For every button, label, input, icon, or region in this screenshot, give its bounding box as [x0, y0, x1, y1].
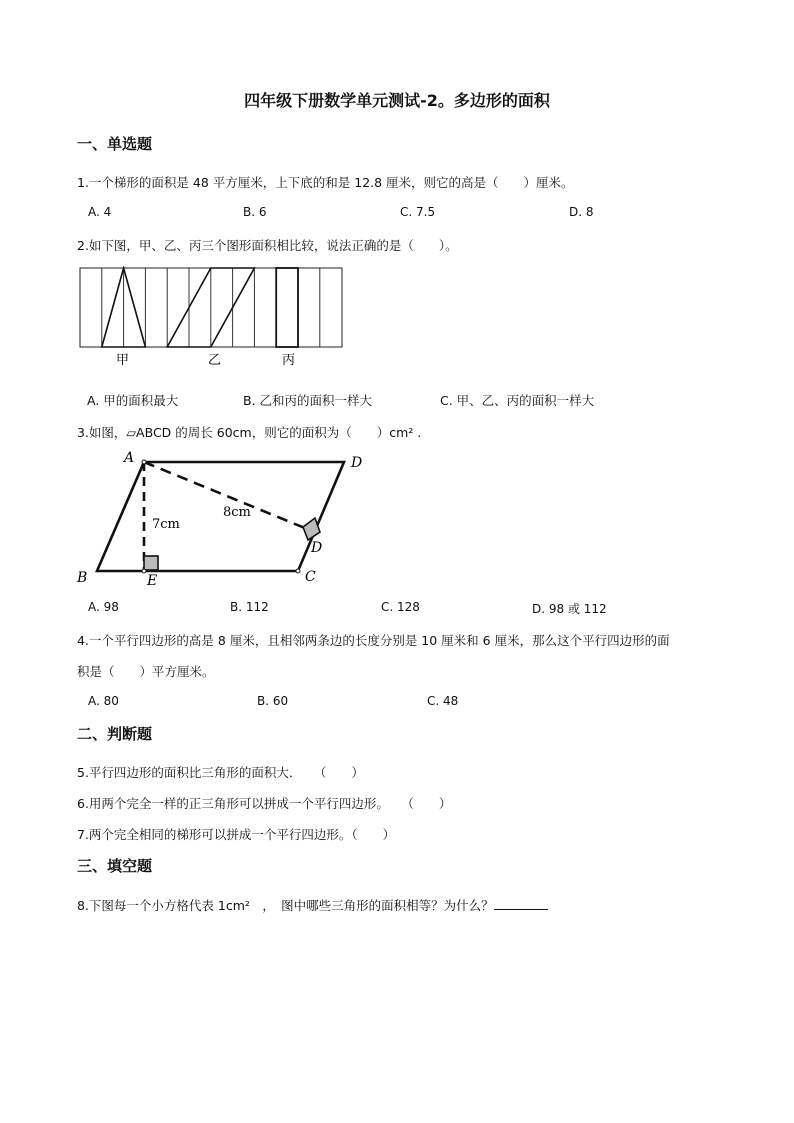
question-4-option-c[interactable]: C. 48 — [427, 694, 459, 708]
question-1-option-d[interactable]: D. 8 — [569, 205, 594, 219]
answer-blank[interactable] — [494, 897, 548, 910]
label-jia: 甲 — [116, 353, 130, 368]
question-4-option-a[interactable]: A. 80 — [88, 694, 119, 708]
question-1-option-b[interactable]: B. 6 — [243, 205, 267, 219]
point-e — [142, 569, 146, 573]
label-d-foot: D — [311, 540, 323, 556]
question-2-option-c[interactable]: C. 甲、乙、丙的面积一样大 — [440, 393, 595, 408]
label-b: B — [77, 570, 88, 586]
question-7-text: 7.两个完全相同的梯形可以拼成一个平行四边形。（ ） — [77, 827, 396, 842]
question-6-text: 6.用两个完全一样的正三角形可以拼成一个平行四边形。 （ ） — [77, 796, 452, 811]
right-angle-marker-d — [303, 518, 320, 540]
page-title: 四年级下册数学单元测试-2。多边形的面积 — [244, 91, 550, 110]
point-c — [296, 569, 300, 573]
question-5-text: 5.平行四边形的面积比三角形的面积大． （ ） — [77, 765, 364, 780]
question-4-text-line1: 4.一个平行四边形的高是 8 厘米，且相邻两条边的长度分别是 10 厘米和 6 厘米，那么这个平行四边形的面 — [77, 633, 670, 648]
question-3-option-b[interactable]: B. 112 — [230, 600, 269, 614]
question-8-text: 8.下图每一个小方格代表 1cm² ， 图中哪些三角形的面积相等？为什么？ — [77, 898, 494, 913]
question-2-option-b[interactable]: B. 乙和丙的面积一样大 — [243, 393, 373, 408]
label-8cm: 8cm — [223, 505, 251, 520]
section-heading-fill-blank: 三、填空题 — [77, 857, 153, 875]
section-heading-true-false: 二、判断题 — [77, 725, 153, 743]
label-bing: 丙 — [282, 353, 296, 368]
question-1-text: 1.一个梯形的面积是 48 平方厘米，上下底的和是 12.8 厘米，则它的高是（ ）厘米。 — [77, 175, 574, 190]
right-angle-marker-e — [144, 556, 158, 570]
question-8-text-row — [77, 896, 548, 914]
question-3-option-a[interactable]: A. 98 — [88, 600, 119, 614]
question-1-option-a[interactable]: A. 4 — [88, 205, 112, 219]
label-a: A — [124, 450, 135, 466]
section-heading-single-choice: 一、单选题 — [77, 135, 153, 153]
question-2-figure — [78, 266, 348, 370]
label-yi: 乙 — [208, 353, 222, 368]
label-7cm: 7cm — [152, 517, 180, 532]
question-2-text: 2.如下图，甲、乙、丙三个图形面积相比较，说法正确的是（ ）。 — [77, 238, 458, 253]
label-d-top: D — [351, 455, 363, 471]
question-3-figure — [74, 448, 374, 588]
question-2-option-a[interactable]: A. 甲的面积最大 — [87, 393, 179, 408]
parallelogram-abcd — [97, 462, 344, 571]
question-1-option-c[interactable]: C. 7.5 — [400, 205, 436, 219]
label-c: C — [305, 569, 316, 585]
question-3-option-d[interactable]: D. 98 或 112 — [532, 602, 607, 616]
question-4-text-line2: 积是（ ）平方厘米。 — [77, 664, 215, 679]
question-4-option-b[interactable]: B. 60 — [257, 694, 289, 708]
question-3-text: 3.如图，▱ABCD 的周长 60cm，则它的面积为（ ）cm² . — [77, 425, 422, 440]
label-e: E — [147, 573, 158, 588]
rectangle-bing — [276, 268, 298, 347]
point-a — [142, 460, 146, 464]
question-3-option-c[interactable]: C. 128 — [381, 600, 420, 614]
